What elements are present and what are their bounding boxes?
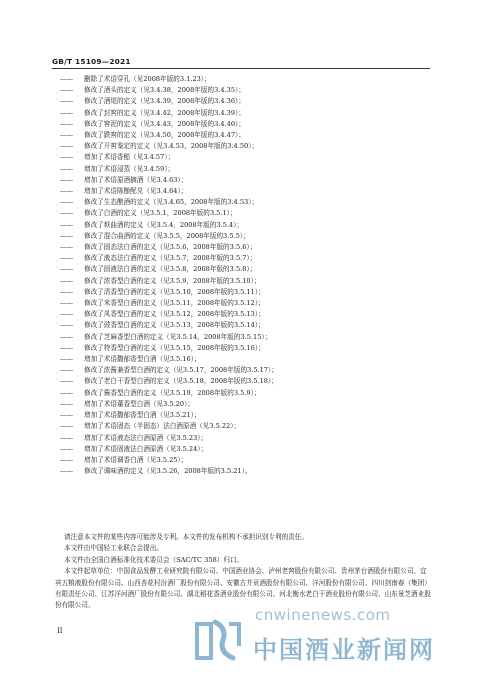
list-item: —— 增加了术语馥郁香型白酒（见3.5.21）； (60, 411, 201, 420)
list-item: —— 增加了术语固态（半固态）法白酒原酒（见3.5.22）； (60, 422, 241, 431)
list-item: —— 增加了术语陈酿配兑（见3.4.64）； (60, 187, 188, 196)
list-item: —— 修改了麸曲酒的定义（见3.5.4，2008年版的3.5.4）； (60, 220, 244, 229)
list-item: —— 增加了术语固液法白酒原酒（见3.5.24）； (60, 444, 208, 453)
drafting-units: 本文件起草单位：中国食品发酵工业研究院有限公司、中国酒业协会、泸州老窖股份有限公司、贵州茅台酒股份有限公司、宜宾五粮液股份有限公司、山西杏花村汾酒厂股份有限公司、安徽古井贡酒股份有限公司、洋河股份有限公司、四川剑南春（集团）有限责任公司、江苏洋河酒厂股份有限公司、湖北稻花香酒业股份有限公司、河北衡水老白干酒业股份有限公司、山东景芝酒业股份有限公司、 (55, 567, 431, 610)
list-item: —— 增加了术语馥郁香型白酒（见3.5.16）； (60, 355, 201, 364)
list-item: —— 修改了清香型白酒的定义（见3.5.10，2008年版的3.5.11）； (60, 287, 265, 296)
watermark-logo-icon (193, 618, 243, 664)
list-item: —— 修改了调味酒的定义（见3.5.26，2008年版的3.5.21）。 (60, 467, 252, 476)
list-item: —— 增加了术语原酒摘酒（见3.4.63）； (60, 175, 188, 184)
list-item: —— 修改了酒头的定义（见3.4.38，2008年版的3.4.35）； (60, 86, 245, 95)
list-item: —— 删除了术语穿孔（见2008年版的3.1.23）； (60, 75, 211, 83)
list-item: —— 修改了液态法白酒的定义（见3.5.7，2008年版的3.5.7）； (60, 254, 257, 263)
proposer-statement: 本文件由中国轻工业联合会提出。 (64, 544, 163, 553)
watermark-name: 中国酒业新闻网 (253, 636, 435, 664)
list-item: —— 修改了固态法白酒的定义（见3.5.6，2008年版的3.5.6）； (60, 243, 257, 252)
change-list (60, 74, 432, 477)
list-item: —— 修改了开窖鉴定的定义（见3.4.53，2008年版的3.4.50）； (60, 142, 259, 151)
list-item: —— 修改了混合曲酒的定义（见3.5.5，2008年版的3.5.5）； (60, 231, 250, 240)
list-item: —— 增加了术语调香白酒（见3.5.25）； (60, 455, 188, 464)
document-code: GB/T 15109—2021 (52, 57, 131, 66)
list-item: —— 增加了术语香醅（见3.4.57）； (60, 153, 175, 162)
list-item: —— 修改了封窖的定义（见3.4.42，2008年版的3.4.39）； (60, 108, 245, 117)
list-item: —— 增加了术语浸蒸（见3.4.59）； (60, 164, 175, 173)
watermark-url: cnwinenews.com (255, 606, 391, 624)
list-item: —— 修改了窖泥的定义（见3.4.43，2008年版的3.4.40）； (60, 119, 245, 128)
list-item: —— 修改了芝麻香型白酒的定义（见3.5.14，2008年版的3.5.15）； (60, 332, 272, 341)
header-rule (52, 68, 430, 69)
list-item: —— 修改了白酒的定义（见3.5.1，2008年版的3.5.1）； (60, 209, 237, 218)
list-item: —— 修改了凤香型白酒的定义（见3.5.12，2008年版的3.5.13）； (60, 310, 265, 319)
patent-notice: 请注意本文件的某些内容可能涉及专利。本文件的发布机构不承担识别专利的责任。 (64, 533, 308, 541)
watermark (193, 604, 455, 666)
list-item: —— 增加了术语液态法白酒原酒（见3.5.23）； (60, 433, 208, 442)
page-number: II (57, 627, 63, 635)
list-item: —— 修改了生态酿酒的定义（见3.4.65，2008年版的3.4.53）； (60, 198, 259, 207)
list-item: —— 修改了固液法白酒的定义（见3.5.8，2008年版的3.5.8）； (60, 265, 257, 274)
list-item: —— 修改了酒尾的定义（见3.4.39，2008年版的3.4.36）； (60, 97, 245, 106)
list-item: —— 修改了跌窖的定义（见3.4.50，2008年版的3.4.47）； (60, 131, 245, 140)
list-item: —— 修改了特香型白酒的定义（见3.5.15，2008年版的3.5.16）； (60, 343, 265, 352)
list-item: —— 修改了豉香型白酒的定义（见3.5.13，2008年版的3.5.14）； (60, 321, 265, 330)
committee-statement: 本文件由全国白酒标准化技术委员会（SAC/TC 358）归口。 (64, 555, 244, 564)
list-item: —— 修改了酱香型白酒的定义（见3.5.19，2008年版的3.5.9）； (60, 388, 261, 397)
foreword-body (55, 532, 431, 612)
list-item: —— 修改了米香型白酒的定义（见3.5.11，2008年版的3.5.12）； (60, 299, 265, 308)
list-item: —— 修改了浓酱兼香型白酒的定义（见3.5.17，2008年版的3.5.17）； (60, 366, 278, 375)
list-item: —— 修改了老白干香型白酒的定义（见3.5.18，2008年版的3.5.18）； (60, 377, 278, 386)
list-item: —— 增加了术语董香型白酒（见3.5.20）； (60, 399, 194, 408)
list-item: —— 修改了浓香型白酒的定义（见3.5.9，2008年版的3.5.10）； (60, 276, 261, 285)
